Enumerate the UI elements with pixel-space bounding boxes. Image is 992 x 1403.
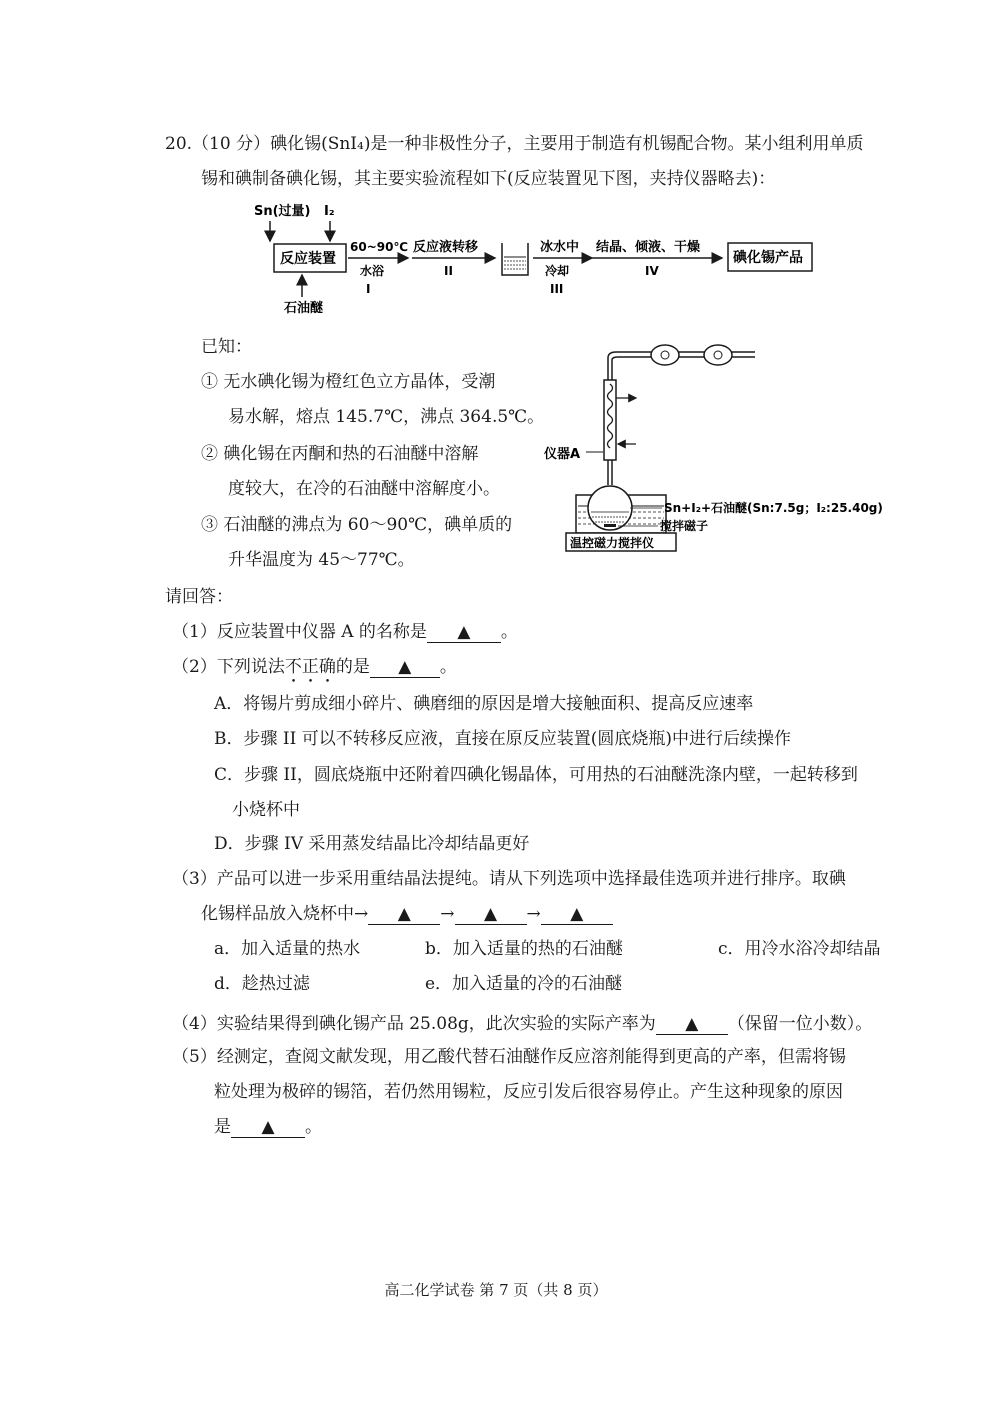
flow-box-reactor-label: 反应装置	[280, 251, 336, 267]
stir-bar-label: 搅拌磁子	[660, 519, 709, 533]
q2-end: 。	[439, 657, 457, 677]
apparatus-diagram	[540, 340, 890, 560]
q1-answer-blank[interactable]: ▲	[427, 622, 501, 643]
q2-option-c-line2: 小烧杯中	[232, 800, 300, 820]
q2-option-c-line1: C．步骤 II，圆底烧瓶中还附着四碘化锡晶体，可用热的石油醚洗涤内壁，一起转移到	[214, 765, 858, 785]
q4-answer-blank[interactable]: ▲	[656, 1014, 728, 1035]
flow-box-product-label: 碘化锡产品	[733, 250, 803, 266]
flow-diagram	[240, 195, 830, 320]
stir-bar	[604, 524, 616, 527]
answer-prompt: 请回答：	[165, 587, 233, 607]
condenser	[604, 380, 636, 485]
flow-step3-ice: 冰水中	[540, 240, 580, 255]
q3-option-a: a．加入适量的热水	[214, 939, 361, 959]
q1	[172, 620, 518, 644]
flow-step1-num: I	[366, 282, 371, 296]
known-3b: 升华温度为 45～77℃。	[228, 550, 415, 570]
known-1a: ① 无水碘化锡为橙红色立方晶体，受潮	[201, 372, 496, 392]
q2	[172, 655, 457, 687]
stirrer-label: 温控磁力搅拌仪	[570, 536, 655, 550]
q3-blank-2[interactable]: ▲	[455, 904, 527, 925]
q2-text-mid: 的是	[335, 657, 370, 677]
flow-step3-num: III	[550, 282, 564, 296]
q1-text: （1）反应装置中仪器 A 的名称是	[172, 622, 427, 642]
q3-blank-1[interactable]: ▲	[368, 904, 440, 925]
q5-line2: 粒处理为极碎的锡箔，若仍然用锡粒，反应引发后很容易停止。产生这种现象的原因	[214, 1082, 843, 1102]
q3-option-e: e．加入适量的冷的石油醚	[425, 974, 623, 994]
q3-option-b: b．加入适量的热的石油醚	[425, 939, 623, 959]
page-footer: 高二化学试卷 第 7 页（共 8 页）	[384, 1281, 608, 1299]
q2-answer-blank[interactable]: ▲	[370, 657, 440, 678]
q3-blank-3[interactable]: ▲	[541, 904, 613, 925]
q5-end: 。	[305, 1117, 322, 1137]
flow-input-ether: 石油醚	[284, 301, 324, 316]
flow-step4-ops: 结晶、倾液、干燥	[596, 240, 701, 255]
round-bottom-flask	[588, 486, 632, 530]
known-1b: 易水解，熔点 145.7℃，沸点 364.5℃。	[228, 407, 545, 427]
known-2a: ② 碘化锡在丙酮和热的石油醚中溶解	[201, 444, 479, 464]
flow-step2-num: II	[444, 264, 453, 278]
q3-option-c: c．用冷水浴冷却结晶	[718, 939, 881, 959]
flow-step3-cool: 冷却	[545, 264, 570, 278]
q5-line3	[214, 1115, 322, 1139]
q5-line3-text: 是	[214, 1117, 231, 1137]
q4-text: （4）实验结果得到碘化锡产品 25.08g，此次实验的实际产率为	[172, 1014, 656, 1034]
q2-option-b: B．步骤 II 可以不转移反应液，直接在原反应装置(圆底烧瓶)中进行后续操作	[214, 729, 791, 749]
q3-arrow-1: →	[440, 904, 455, 924]
q2-text-pre: （2）下列说法	[172, 657, 285, 677]
drying-bulb-2	[704, 345, 732, 365]
instrument-a-label: 仪器A	[544, 447, 581, 462]
question-line-2: 锡和碘制备碘化锡，其主要实验流程如下(反应装置见下图，夹持仪器略去)：	[201, 169, 776, 189]
drying-bulb-1	[651, 345, 679, 365]
beaker-icon	[502, 243, 528, 275]
q3-line2	[201, 902, 613, 926]
q1-end: 。	[500, 622, 518, 642]
flow-step1-temp: 60~90℃	[350, 240, 408, 254]
flow-step4-num: IV	[645, 264, 659, 278]
known-title: 已知：	[201, 337, 252, 357]
known-3a: ③ 石油醚的沸点为 60～90℃，碘单质的	[201, 515, 513, 535]
q4-end: （保留一位小数）。	[727, 1014, 873, 1034]
q3-line1: （3）产品可以进一步采用重结晶法提纯。请从下列选项中选择最佳选项并进行排序。取碘	[172, 869, 846, 889]
question-line-1: 20.（10 分）碘化锡(SnI₄)是一种非极性分子，主要用于制造有机锡配合物。某小组利用单质	[165, 134, 864, 154]
q5-line1: （5）经测定，查阅文献发现，用乙酸代替石油醚作反应溶剂能得到更高的产率，但需将锡	[172, 1047, 846, 1067]
q3-arrow-2: →	[526, 904, 541, 924]
flow-step2-transfer: 反应液转移	[413, 240, 479, 255]
q2-option-a: A．将锡片剪成细小碎片、碘磨细的原因是增大接触面积、提高反应速率	[214, 694, 754, 714]
q2-emphasis: 不正确	[284, 657, 336, 677]
q3-option-d: d．趁热过滤	[214, 974, 310, 994]
flow-input-sn: Sn(过量)	[254, 204, 311, 219]
mixture-label: Sn+I₂+石油醚(Sn:7.5g；I₂:25.40g)	[664, 501, 883, 515]
flow-input-i2: I₂	[324, 204, 335, 219]
known-2b: 度较大，在冷的石油醚中溶解度小。	[228, 479, 500, 499]
q4	[172, 1012, 872, 1036]
q3-line2-text: 化锡样品放入烧杯中→	[201, 904, 369, 924]
flow-step1-bath: 水浴	[360, 264, 385, 278]
q5-answer-blank[interactable]: ▲	[231, 1117, 305, 1138]
q2-option-d: D．步骤 IV 采用蒸发结晶比冷却结晶更好	[214, 834, 530, 854]
